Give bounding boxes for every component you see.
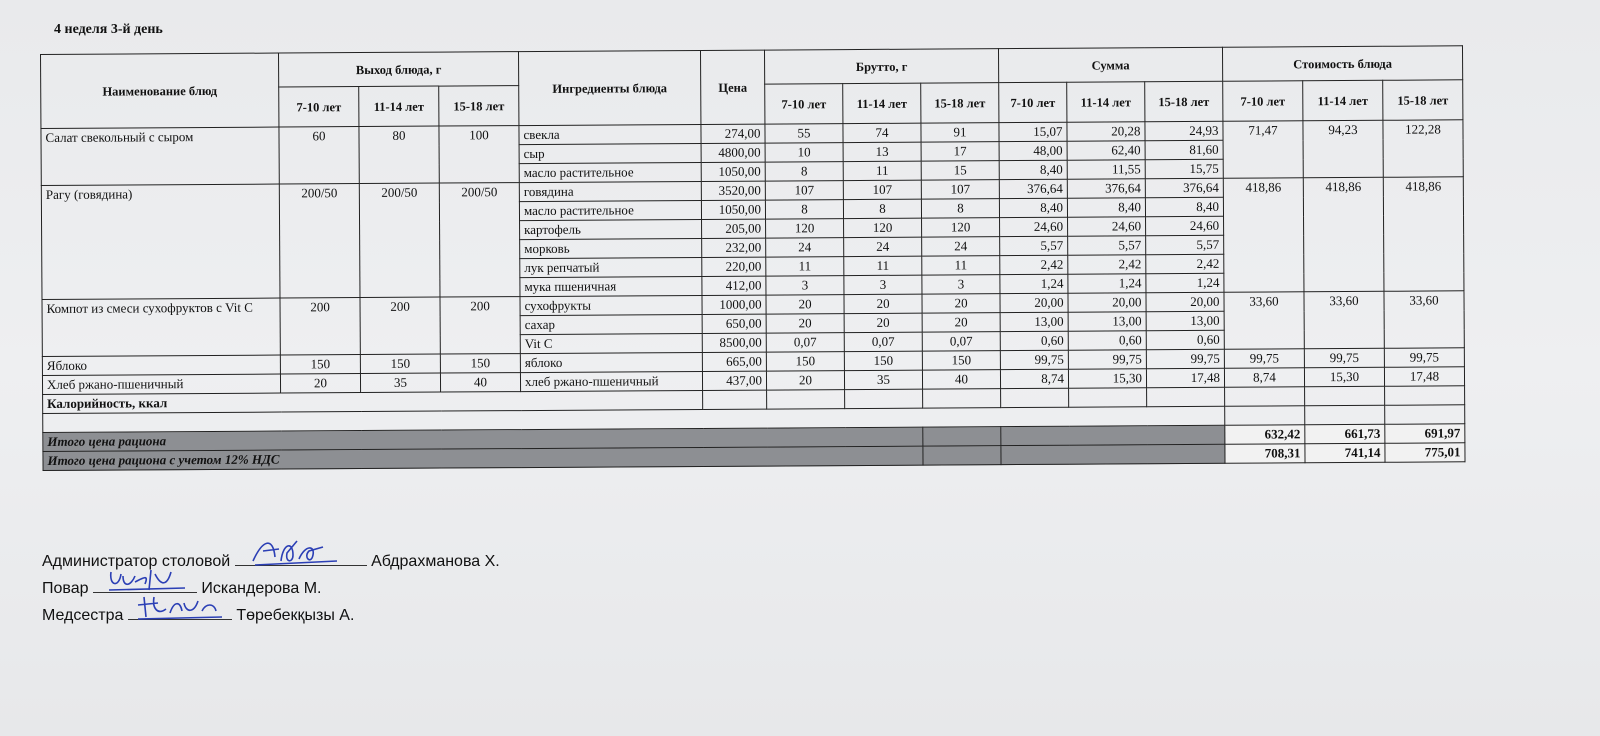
ingredient-gross-cell: 20 [766, 295, 844, 314]
ingredient-sum-cell: 15,30 [1068, 369, 1146, 388]
empty-cell [1305, 386, 1385, 405]
ingredient-gross-cell: 0,07 [922, 332, 1000, 351]
ingredient-gross-cell: 8 [765, 200, 843, 219]
ingredient-gross-cell: 120 [922, 218, 1000, 237]
ingredient-sum-cell: 5,57 [1068, 236, 1146, 255]
header-sum-age-11-14: 11-14 лет [1067, 82, 1145, 122]
ingredient-sum-cell: 15,75 [1145, 159, 1223, 178]
ingredient-gross-cell: 120 [766, 219, 844, 238]
ingredient-sum-cell: 24,60 [1068, 217, 1146, 236]
signature-line [235, 549, 367, 566]
ingredient-price-cell: 205,00 [702, 219, 766, 238]
ingredient-gross-cell: 17 [921, 142, 999, 161]
dish-output-cell: 200/50 [279, 184, 360, 298]
ingredient-price-cell: 650,00 [702, 314, 766, 333]
header-sum-age-15-18: 15-18 лет [1145, 81, 1223, 121]
ingredient-sum-cell: 2,42 [1068, 255, 1146, 274]
ingredient-name-cell: лук репчатый [520, 257, 702, 277]
ingredient-sum-cell: 99,75 [1146, 349, 1224, 368]
total-value-cell: 661,73 [1305, 424, 1385, 443]
ingredient-name-cell: масло растительное [519, 200, 701, 220]
dish-cost-cell: 418,86 [1383, 177, 1464, 291]
ingredient-name-cell: картофель [520, 219, 702, 239]
ingredient-sum-cell: 1,24 [1000, 274, 1068, 293]
ingredient-sum-cell: 99,75 [1000, 350, 1068, 369]
ingredient-gross-cell: 8 [921, 199, 999, 218]
ingredient-price-cell: 3520,00 [701, 181, 765, 200]
dish-output-cell: 200/50 [359, 183, 440, 297]
header-gross: Брутто, г [764, 49, 998, 84]
ingredient-gross-cell: 11 [843, 161, 921, 180]
header-sum: Сумма [998, 47, 1222, 82]
empty-cell [1001, 444, 1225, 464]
total-value-cell: 708,31 [1225, 444, 1305, 463]
ingredient-name-cell: масло растительное [519, 162, 701, 182]
ingredient-gross-cell: 20 [922, 294, 1000, 313]
ingredient-name-cell: свекла [519, 124, 701, 144]
header-cost-age-15-18: 15-18 лет [1383, 80, 1463, 120]
signatures-block [42, 548, 500, 629]
ingredient-sum-cell: 20,00 [1068, 293, 1146, 312]
dish-cost-cell: 99,75 [1304, 348, 1384, 367]
dish-cost-cell: 418,86 [1223, 178, 1304, 292]
ingredient-price-cell: 412,00 [702, 276, 766, 295]
empty-cell [1385, 386, 1465, 405]
ingredient-name-cell: Vit C [520, 333, 702, 353]
ingredient-price-cell: 232,00 [702, 238, 766, 257]
dish-output-cell: 20 [280, 374, 360, 393]
ingredient-gross-cell: 55 [765, 124, 843, 143]
total-label: Итого цена рациона с учетом 12% НДС [43, 446, 923, 470]
ingredient-price-cell: 8500,00 [702, 333, 766, 352]
empty-cell [703, 390, 767, 409]
ingredient-sum-cell: 81,60 [1145, 140, 1223, 159]
header-dish-name: Наименование блюд [41, 53, 279, 128]
dish-output-cell: 80 [359, 126, 439, 183]
ingredient-sum-cell: 376,64 [1067, 179, 1145, 198]
ingredient-gross-cell: 74 [843, 123, 921, 142]
ingredient-gross-cell: 20 [922, 313, 1000, 332]
ingredient-sum-cell: 13,00 [1146, 311, 1224, 330]
signature-role: Медсестра [42, 607, 124, 624]
dish-cost-cell: 33,60 [1224, 292, 1304, 349]
dish-output-cell: 35 [360, 373, 440, 392]
dish-output-cell: 200 [440, 297, 520, 354]
dish-output-cell: 200/50 [439, 183, 520, 297]
ingredient-gross-cell: 40 [922, 370, 1000, 389]
ingredient-gross-cell: 3 [766, 276, 844, 295]
ingredient-gross-cell: 150 [844, 351, 922, 370]
ingredient-sum-cell: 2,42 [1146, 254, 1224, 273]
ingredient-sum-cell: 8,74 [1000, 369, 1068, 388]
signature-role: Повар [42, 580, 89, 597]
dish-name-cell: Хлеб ржано-пшеничный [42, 374, 280, 394]
dish-output-cell: 150 [440, 354, 520, 373]
ingredient-sum-cell: 8,40 [999, 160, 1067, 179]
ingredient-gross-cell: 20 [844, 294, 922, 313]
ingredient-sum-cell: 8,40 [999, 198, 1067, 217]
ingredient-sum-cell: 24,60 [1000, 217, 1068, 236]
dish-output-cell: 40 [440, 373, 520, 392]
ingredient-gross-cell: 107 [921, 180, 999, 199]
signature-person: Төребекқызы А. [236, 607, 355, 624]
dish-cost-cell: 71,47 [1223, 121, 1303, 178]
empty-cell [1225, 387, 1305, 406]
empty-cell [767, 390, 845, 409]
dish-cost-cell: 122,28 [1383, 120, 1463, 177]
dish-cost-cell: 99,75 [1224, 349, 1304, 368]
dish-name-cell: Яблоко [42, 355, 280, 375]
ingredient-sum-cell: 2,42 [1000, 255, 1068, 274]
ingredient-name-cell: хлеб ржано-пшеничный [520, 371, 702, 391]
page-title: 4 неделя 3-й день [54, 22, 163, 37]
ingredient-sum-cell: 0,60 [1068, 331, 1146, 350]
ingredient-gross-cell: 8 [765, 162, 843, 181]
ingredient-sum-cell: 20,28 [1067, 122, 1145, 141]
ingredient-sum-cell: 24,60 [1146, 216, 1224, 235]
header-cost: Стоимость блюда [1222, 46, 1462, 81]
ingredient-sum-cell: 24,93 [1145, 121, 1223, 140]
ingredient-gross-cell: 3 [922, 275, 1000, 294]
ingredient-gross-cell: 11 [922, 256, 1000, 275]
ingredient-sum-cell: 1,24 [1068, 274, 1146, 293]
dish-cost-cell: 99,75 [1384, 348, 1464, 367]
dish-cost-cell: 94,23 [1303, 120, 1383, 177]
dish-output-cell: 100 [439, 126, 519, 183]
ingredient-price-cell: 274,00 [701, 124, 765, 143]
ingredient-sum-cell: 15,07 [999, 122, 1067, 141]
ingredient-price-cell: 220,00 [702, 257, 766, 276]
dish-output-cell: 60 [279, 127, 359, 184]
header-output-age-7-10: 7-10 лет [279, 87, 359, 127]
total-value-cell: 741,14 [1305, 443, 1385, 462]
empty-cell [923, 427, 1001, 446]
ingredient-gross-cell: 35 [844, 370, 922, 389]
menu-cost-table [40, 45, 1466, 471]
ingredient-name-cell: сахар [520, 314, 702, 334]
ingredient-sum-cell: 5,57 [1146, 235, 1224, 254]
dish-name-cell: Рагу (говядина) [41, 184, 280, 299]
ingredient-sum-cell: 13,00 [1000, 312, 1068, 331]
empty-cell [1001, 425, 1225, 445]
total-value-cell: 775,01 [1385, 443, 1465, 462]
ingredient-gross-cell: 20 [766, 314, 844, 333]
empty-cell [1225, 406, 1305, 425]
header-gross-age-7-10: 7-10 лет [765, 84, 843, 124]
menu-table-wrapper [40, 45, 1466, 471]
ingredient-sum-cell: 62,40 [1067, 141, 1145, 160]
ingredient-name-cell: мука пшеничная [520, 276, 702, 296]
calories-label: Калорийность, ккал [43, 390, 703, 413]
dish-cost-cell: 8,74 [1224, 368, 1304, 387]
header-gross-age-11-14: 11-14 лет [843, 83, 921, 123]
dish-cost-cell: 33,60 [1304, 291, 1384, 348]
ingredient-gross-cell: 20 [844, 313, 922, 332]
ingredient-gross-cell: 10 [765, 143, 843, 162]
ingredient-sum-cell: 20,00 [1146, 292, 1224, 311]
ingredient-gross-cell: 150 [766, 352, 844, 371]
ingredient-sum-cell: 13,00 [1068, 312, 1146, 331]
ingredient-price-cell: 1050,00 [701, 162, 765, 181]
empty-cell [923, 446, 1001, 465]
header-output-age-11-14: 11-14 лет [359, 86, 439, 126]
ingredient-gross-cell: 150 [922, 351, 1000, 370]
ingredient-gross-cell: 13 [843, 142, 921, 161]
ingredient-sum-cell: 8,40 [1145, 197, 1223, 216]
signature-role: Администратор столовой [42, 553, 231, 570]
ingredient-sum-cell: 8,40 [1067, 198, 1145, 217]
ingredient-sum-cell: 5,57 [1000, 236, 1068, 255]
menu-table-body [41, 120, 1465, 471]
total-value-cell: 691,97 [1385, 424, 1465, 443]
ingredient-price-cell: 665,00 [702, 352, 766, 371]
ingredient-price-cell: 437,00 [702, 371, 766, 390]
ingredient-gross-cell: 11 [766, 257, 844, 276]
ingredient-sum-cell: 0,60 [1146, 330, 1224, 349]
ingredient-gross-cell: 20 [766, 371, 844, 390]
ingredient-gross-cell: 0,07 [766, 333, 844, 352]
empty-cell [1385, 405, 1465, 424]
ingredient-gross-cell: 24 [922, 237, 1000, 256]
ingredient-sum-cell: 11,55 [1067, 160, 1145, 179]
ingredient-gross-cell: 0,07 [844, 332, 922, 351]
empty-cell [1147, 387, 1225, 406]
empty-cell [1069, 388, 1147, 407]
ingredient-sum-cell: 1,24 [1146, 273, 1224, 292]
empty-cell [845, 389, 923, 408]
header-cost-age-11-14: 11-14 лет [1303, 80, 1383, 120]
ingredient-sum-cell: 17,48 [1146, 368, 1224, 387]
signature-row-nurse [42, 602, 500, 629]
dish-cost-cell: 15,30 [1304, 367, 1384, 386]
ingredient-gross-cell: 8 [843, 199, 921, 218]
ingredient-gross-cell: 15 [921, 161, 999, 180]
header-gross-age-15-18: 15-18 лет [921, 83, 999, 123]
ingredient-gross-cell: 11 [844, 256, 922, 275]
ingredient-gross-cell: 3 [844, 275, 922, 294]
handwritten-signature-icon [249, 535, 339, 569]
ingredient-gross-cell: 24 [766, 238, 844, 257]
ingredient-sum-cell: 20,00 [1000, 293, 1068, 312]
handwritten-signature-icon [136, 589, 226, 623]
signature-line [128, 603, 232, 620]
signature-person: Искандерова М. [201, 580, 322, 597]
ingredient-price-cell: 1000,00 [702, 295, 766, 314]
signature-person: Абдрахманова Х. [371, 553, 500, 570]
header-price: Цена [700, 50, 764, 124]
dish-name-cell: Салат свекольный с сыром [41, 127, 279, 185]
ingredient-gross-cell: 91 [921, 123, 999, 142]
header-ingredients: Ингредиенты блюда [518, 50, 700, 125]
empty-cell [923, 389, 1001, 408]
dish-cost-cell: 33,60 [1384, 291, 1464, 348]
ingredient-name-cell: морковь [520, 238, 702, 258]
ingredient-gross-cell: 24 [844, 237, 922, 256]
dish-output-cell: 150 [360, 354, 440, 373]
dish-cost-cell: 17,48 [1384, 367, 1464, 386]
ingredient-sum-cell: 376,64 [999, 179, 1067, 198]
signature-row-cook [42, 575, 500, 602]
ingredient-name-cell: сыр [519, 143, 701, 163]
ingredient-price-cell: 4800,00 [701, 143, 765, 162]
ingredient-sum-cell: 99,75 [1068, 350, 1146, 369]
dish-output-cell: 200 [280, 298, 360, 355]
dish-output-cell: 150 [280, 355, 360, 374]
ingredient-gross-cell: 120 [844, 218, 922, 237]
ingredient-gross-cell: 107 [843, 180, 921, 199]
total-value-cell: 632,42 [1225, 425, 1305, 444]
empty-cell [1001, 388, 1069, 407]
header-sum-age-7-10: 7-10 лет [999, 82, 1067, 122]
ingredient-name-cell: сухофрукты [520, 295, 702, 315]
empty-cell [1305, 405, 1385, 424]
dish-cost-cell: 418,86 [1303, 177, 1384, 291]
ingredient-sum-cell: 48,00 [999, 141, 1067, 160]
header-output-age-15-18: 15-18 лет [439, 86, 519, 126]
total-label: Итого цена рациона [43, 427, 923, 451]
dish-output-cell: 200 [360, 297, 440, 354]
dish-name-cell: Компот из смеси сухофруктов с Vit C [42, 298, 280, 356]
ingredient-sum-cell: 376,64 [1145, 178, 1223, 197]
ingredient-gross-cell: 107 [765, 181, 843, 200]
header-cost-age-7-10: 7-10 лет [1223, 81, 1303, 121]
ingredient-sum-cell: 0,60 [1000, 331, 1068, 350]
ingredient-name-cell: яблоко [520, 352, 702, 372]
ingredient-price-cell: 1050,00 [701, 200, 765, 219]
ingredient-name-cell: говядина [519, 181, 701, 201]
header-output: Выход блюда, г [278, 52, 518, 87]
